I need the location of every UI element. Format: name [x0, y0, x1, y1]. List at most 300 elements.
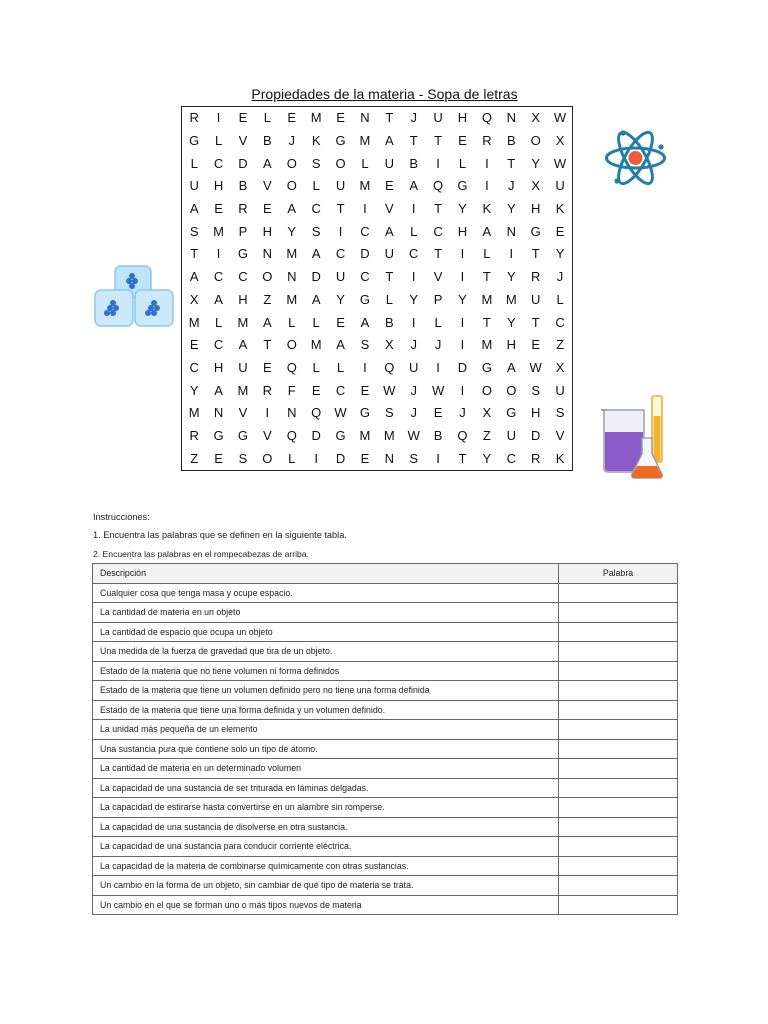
grid-row: [182, 107, 573, 130]
grid-letter: S: [360, 337, 370, 353]
answer-cell[interactable]: [559, 759, 678, 779]
grid-letter: E: [555, 223, 565, 239]
grid-letter: X: [555, 359, 565, 375]
grid-letter: E: [360, 382, 370, 398]
grid-letter: J: [556, 269, 564, 285]
table-row: [93, 876, 678, 896]
grid-letter: I: [509, 246, 514, 262]
grid-letter: O: [506, 382, 517, 398]
grid-letter: H: [530, 201, 541, 217]
definition-cell: Estado de la materia que tiene una forma definida y un volumen definido.: [93, 700, 559, 720]
grid-letter: U: [409, 359, 419, 375]
grid-letter: L: [263, 110, 271, 126]
grid-letter: E: [336, 110, 345, 126]
grid-letter: S: [189, 223, 199, 239]
grid-letter: X: [531, 110, 540, 126]
grid-letter: M: [481, 291, 493, 307]
grid-letter: J: [410, 382, 417, 398]
ice-cubes-icon: [93, 264, 175, 330]
grid-row: [182, 402, 573, 425]
grid-letter: T: [385, 269, 394, 285]
grid-letter: G: [530, 223, 541, 239]
grid-letter: I: [436, 359, 440, 375]
grid-letter: U: [335, 178, 346, 194]
grid-letter: J: [508, 178, 515, 194]
grid-letter: G: [457, 178, 468, 194]
grid-letter: Y: [458, 201, 467, 217]
grid-letter: Y: [506, 314, 516, 330]
grid-letter: J: [459, 405, 466, 421]
table-row: [93, 700, 678, 720]
table-row: [93, 759, 678, 779]
grid-letter: I: [460, 269, 465, 285]
grid-letter: E: [263, 359, 272, 375]
grid-letter: U: [433, 110, 443, 126]
grid-letter: L: [288, 314, 296, 330]
grid-letter: B: [433, 427, 443, 443]
grid-letter: Y: [189, 382, 199, 398]
grid-letter: M: [286, 246, 298, 262]
definition-cell: La unidad más pequeña de un elemento: [93, 720, 559, 740]
answer-cell[interactable]: [559, 700, 678, 720]
grid-letter: A: [214, 382, 223, 398]
grid-letter: H: [457, 110, 468, 126]
answer-cell[interactable]: [559, 661, 678, 681]
grid-letter: L: [214, 314, 223, 330]
grid-letter: A: [506, 359, 516, 375]
grid-letter: T: [482, 314, 491, 330]
grid-letter: T: [531, 246, 540, 262]
grid-letter: R: [530, 269, 541, 285]
grid-letter: M: [237, 314, 249, 330]
grid-letter: I: [363, 201, 367, 217]
grid-letter: H: [238, 291, 248, 307]
grid-letter: T: [434, 201, 443, 217]
grid-letter: L: [385, 291, 393, 307]
description-column-header: Descripción: [93, 564, 559, 584]
definition-cell: Un cambio en el que se forman uno o más tipos nuevos de materia: [93, 895, 559, 915]
grid-letter: Q: [457, 427, 468, 443]
word-column-header: Palabra: [559, 564, 678, 584]
grid-letter: G: [213, 427, 224, 443]
grid-letter: H: [213, 359, 224, 375]
grid-letter: C: [213, 269, 224, 285]
grid-row: [182, 198, 573, 221]
grid-letter: S: [384, 405, 394, 421]
definition-cell: Una sustancia pura que contiene solo un tipo de átomo.: [93, 739, 559, 759]
grid-row: [182, 130, 573, 153]
grid-letter: A: [189, 269, 199, 285]
grid-letter: M: [286, 291, 298, 307]
grid-letter: Z: [482, 427, 491, 443]
answer-cell[interactable]: [559, 798, 678, 818]
answer-cell[interactable]: [559, 817, 678, 837]
definition-cell: Estado de la materia que no tiene volumen ni forma definidos: [93, 661, 559, 681]
grid-letter: B: [384, 314, 394, 330]
grid-letter: B: [409, 155, 419, 171]
grid-letter: I: [411, 314, 416, 330]
definition-cell: La capacidad de la materia de combinarse químicamente con otras sustancias.: [93, 856, 559, 876]
grid-letter: S: [531, 382, 540, 398]
grid-letter: V: [263, 427, 272, 443]
grid-letter: I: [216, 246, 221, 262]
grid-letter: Y: [482, 450, 492, 466]
definition-cell: La capacidad de una sustancia de ser triturada en láminas delgadas.: [93, 778, 559, 798]
grid-letter: I: [460, 246, 465, 262]
grid-letter: R: [189, 427, 199, 443]
grid-letter: I: [265, 405, 270, 421]
grid-letter: L: [434, 314, 442, 330]
grid-letter: V: [433, 269, 443, 285]
grid-letter: O: [262, 450, 273, 466]
grid-letter: E: [336, 314, 345, 330]
answer-cell[interactable]: [559, 681, 678, 701]
grid-letter: N: [287, 405, 297, 421]
grid-letter: A: [189, 201, 199, 217]
grid-letter: E: [189, 337, 199, 353]
table-row: [93, 895, 678, 915]
grid-letter: G: [481, 359, 492, 375]
grid-letter: H: [457, 223, 468, 239]
grid-letter: C: [311, 201, 321, 217]
grid-letter: O: [286, 178, 297, 194]
grid-letter: G: [359, 405, 370, 421]
grid-letter: V: [555, 427, 565, 443]
worksheet-title: Propiedades de la materia - Sopa de letras: [251, 86, 518, 102]
grid-letter: D: [335, 450, 346, 466]
grid-letter: S: [555, 405, 565, 421]
grid-letter: E: [287, 110, 297, 126]
grid-letter: T: [531, 314, 540, 330]
grid-letter: R: [530, 450, 541, 466]
definition-cell: La capacidad de una sustancia de disolverse en otra sustancia.: [93, 817, 559, 837]
grid-letter: C: [213, 337, 224, 353]
definition-cell: La cantidad de materia en un objeto: [93, 603, 559, 623]
grid-letter: L: [312, 178, 320, 194]
grid-letter: J: [288, 133, 295, 149]
grid-letter: L: [458, 155, 467, 171]
grid-letter: T: [336, 201, 345, 217]
grid-row: [182, 243, 573, 266]
grid-letter: A: [214, 291, 223, 307]
grid-letter: M: [359, 178, 371, 194]
definition-cell: La cantidad de espacio que ocupa un objeto: [93, 622, 559, 642]
grid-letter: A: [360, 314, 370, 330]
grid-letter: K: [555, 450, 565, 466]
grid-letter: O: [481, 382, 492, 398]
grid-letter: N: [506, 110, 516, 126]
grid-letter: T: [263, 337, 272, 353]
grid-letter: I: [485, 155, 489, 171]
grid-letter: U: [530, 291, 541, 307]
grid-letter: Q: [286, 427, 297, 443]
grid-letter: E: [311, 382, 321, 398]
grid-letter: T: [434, 246, 443, 262]
grid-letter: T: [458, 450, 467, 466]
grid-letter: O: [530, 133, 541, 149]
grid-letter: M: [310, 337, 322, 353]
grid-letter: I: [436, 450, 440, 466]
grid-letter: R: [262, 382, 273, 398]
grid-letter: B: [506, 133, 516, 149]
table-row: [93, 817, 678, 837]
grid-letter: A: [384, 223, 394, 239]
word-search-grid: [181, 106, 573, 471]
grid-letter: D: [457, 359, 468, 375]
grid-letter: G: [237, 246, 249, 262]
grid-letter: M: [505, 291, 517, 307]
grid-letter: Q: [481, 110, 492, 126]
grid-letter: N: [287, 269, 297, 285]
table-row: [93, 720, 678, 740]
grid-letter: T: [409, 133, 418, 149]
grid-letter: G: [189, 133, 200, 149]
definition-cell: La capacidad de una sustancia para conducir corriente eléctrica.: [93, 837, 559, 857]
table-row: [93, 837, 678, 857]
grid-letter: E: [214, 201, 223, 217]
grid-letter: S: [238, 450, 248, 466]
answer-cell[interactable]: [559, 583, 678, 603]
grid-letter: E: [458, 133, 467, 149]
answer-cell[interactable]: [559, 720, 678, 740]
grid-row: [182, 152, 573, 175]
grid-letter: F: [287, 382, 296, 398]
grid-letter: A: [311, 246, 321, 262]
grid-letter: U: [555, 178, 565, 194]
grid-letter: Z: [190, 450, 199, 466]
grid-letter: E: [531, 337, 540, 353]
grid-letter: C: [360, 269, 370, 285]
grid-letter: Y: [555, 246, 565, 262]
grid-letter: Y: [506, 269, 516, 285]
grid-letter: I: [411, 201, 416, 217]
grid-letter: R: [238, 201, 248, 217]
grid-letter: X: [189, 291, 199, 307]
grid-letter: L: [483, 246, 491, 262]
grid-letter: Z: [556, 337, 565, 353]
grid-letter: S: [311, 155, 321, 171]
grid-letter: C: [555, 314, 565, 330]
grid-letter: S: [311, 223, 321, 239]
grid-letter: L: [556, 291, 564, 307]
grid-letter: X: [531, 178, 540, 194]
grid-letter: J: [410, 337, 417, 353]
grid-letter: W: [407, 427, 420, 443]
grid-letter: C: [335, 382, 346, 398]
table-row: [93, 798, 678, 818]
atom-icon: [603, 125, 668, 191]
grid-letter: J: [410, 405, 417, 421]
table-row: [93, 856, 678, 876]
grid-letter: L: [214, 133, 223, 149]
grid-row: [182, 266, 573, 289]
grid-letter: I: [411, 269, 416, 285]
grid-letter: O: [335, 155, 346, 171]
grid-letter: V: [263, 178, 272, 194]
grid-letter: D: [530, 427, 541, 443]
grid-letter: J: [434, 337, 442, 353]
grid-letter: A: [384, 133, 394, 149]
grid-letter: W: [383, 382, 396, 398]
grid-letter: D: [311, 427, 321, 443]
definitions-table: [92, 563, 678, 915]
grid-letter: J: [410, 110, 417, 126]
grid-row: [182, 311, 573, 334]
grid-letter: D: [360, 246, 370, 262]
instruction-step-1: 1. Encuentra las palabras que se definen en la siguiente tabla.: [93, 530, 347, 540]
grid-row: [182, 447, 573, 470]
grid-letter: S: [409, 450, 419, 466]
grid-letter: H: [213, 178, 224, 194]
table-row: [93, 622, 678, 642]
grid-letter: I: [338, 223, 343, 239]
grid-row: [182, 334, 573, 357]
answer-cell[interactable]: [559, 622, 678, 642]
answer-cell[interactable]: [559, 837, 678, 857]
grid-letter: N: [360, 110, 370, 126]
grid-letter: G: [335, 133, 346, 149]
grid-letter: H: [506, 337, 516, 353]
grid-letter: C: [360, 223, 370, 239]
answer-cell[interactable]: [559, 603, 678, 623]
grid-letter: Y: [458, 291, 467, 307]
grid-letter: A: [263, 155, 272, 171]
grid-letter: U: [335, 269, 346, 285]
grid-letter: I: [460, 337, 465, 353]
answer-cell[interactable]: [559, 856, 678, 876]
grid-letter: C: [335, 246, 346, 262]
grid-letter: I: [460, 382, 465, 398]
grid-letter: X: [384, 337, 394, 353]
grid-letter: G: [506, 405, 517, 421]
grid-letter: Y: [336, 291, 345, 307]
table-row: [93, 583, 678, 603]
grid-letter: R: [189, 110, 199, 126]
grid-row: [182, 379, 573, 402]
table-row: [93, 661, 678, 681]
grid-letter: I: [216, 110, 221, 126]
grid-letter: I: [363, 359, 367, 375]
grid-letter: E: [360, 450, 370, 466]
grid-letter: C: [238, 269, 248, 285]
grid-letter: M: [213, 223, 224, 239]
grid-letter: E: [238, 110, 248, 126]
grid-letter: M: [237, 382, 249, 398]
grid-letter: B: [263, 133, 272, 149]
grid-letter: N: [384, 450, 395, 466]
grid-letter: K: [555, 201, 565, 217]
grid-letter: Y: [287, 223, 297, 239]
grid-letter: I: [460, 314, 465, 330]
grid-letter: X: [482, 405, 492, 421]
grid-letter: R: [482, 133, 492, 149]
table-row: [93, 681, 678, 701]
grid-letter: T: [482, 269, 491, 285]
grid-letter: C: [189, 359, 199, 375]
grid-letter: L: [288, 450, 296, 466]
grid-letter: H: [262, 223, 273, 239]
definition-cell: Una medida de la fuerza de gravedad que tira de un objeto.: [93, 642, 559, 662]
grid-letter: V: [384, 201, 394, 217]
grid-letter: M: [383, 427, 395, 443]
grid-letter: N: [506, 223, 516, 239]
answer-cell[interactable]: [559, 739, 678, 759]
definition-cell: La cantidad de materia en un determinado volumen: [93, 759, 559, 779]
grid-letter: G: [237, 427, 249, 443]
grid-letter: I: [314, 450, 318, 466]
grid-letter: I: [436, 155, 440, 171]
grid-letter: L: [312, 359, 320, 375]
grid-letter: U: [506, 427, 516, 443]
instructions-heading: Instrucciones:: [93, 512, 150, 522]
grid-letter: U: [238, 359, 248, 375]
grid-letter: M: [310, 110, 322, 126]
grid-letter: T: [507, 155, 516, 171]
grid-letter: L: [361, 155, 369, 171]
grid-letter: A: [287, 201, 297, 217]
grid-letter: C: [409, 246, 419, 262]
grid-letter: L: [190, 155, 198, 171]
grid-letter: M: [188, 314, 200, 330]
grid-letter: O: [286, 155, 297, 171]
grid-letter: M: [359, 427, 371, 443]
definition-cell: Estado de la materia que tiene un volumen definido pero no tiene una forma definida: [93, 681, 559, 701]
grid-letter: Q: [311, 405, 322, 421]
grid-letter: E: [433, 405, 443, 421]
grid-letter: E: [214, 450, 223, 466]
grid-letter: D: [311, 269, 321, 285]
grid-letter: A: [263, 314, 272, 330]
grid-letter: Z: [263, 291, 272, 307]
answer-cell[interactable]: [559, 876, 678, 896]
grid-letter: G: [335, 427, 346, 443]
answer-cell[interactable]: [559, 642, 678, 662]
answer-cell[interactable]: [559, 895, 678, 915]
grid-letter: A: [336, 337, 345, 353]
grid-letter: E: [384, 178, 394, 194]
grid-row: [182, 289, 573, 312]
grid-letter: Q: [433, 178, 444, 194]
grid-letter: L: [410, 223, 418, 239]
grid-letter: D: [238, 155, 248, 171]
grid-row: [182, 425, 573, 448]
grid-letter: L: [336, 359, 345, 375]
grid-letter: W: [431, 382, 445, 398]
grid-letter: M: [359, 133, 371, 149]
answer-cell[interactable]: [559, 778, 678, 798]
grid-letter: A: [482, 223, 492, 239]
grid-letter: U: [384, 155, 395, 171]
grid-letter: W: [334, 405, 347, 421]
grid-letter: C: [433, 223, 443, 239]
grid-letter: T: [385, 110, 394, 126]
grid-letter: H: [530, 405, 541, 421]
grid-letter: T: [434, 133, 443, 149]
grid-letter: V: [238, 405, 248, 421]
grid-letter: N: [213, 405, 224, 421]
instruction-step-2: 2. Encuentra las palabras en el rompecabezas de arriba.: [93, 549, 309, 559]
grid-letter: Y: [409, 291, 419, 307]
table-row: [93, 603, 678, 623]
grid-letter: C: [506, 450, 516, 466]
grid-letter: Y: [506, 201, 516, 217]
grid-letter: T: [190, 246, 199, 262]
grid-letter: U: [384, 246, 395, 262]
table-row: [93, 642, 678, 662]
grid-letter: A: [238, 337, 248, 353]
grid-letter: W: [553, 155, 567, 171]
grid-letter: O: [262, 269, 273, 285]
